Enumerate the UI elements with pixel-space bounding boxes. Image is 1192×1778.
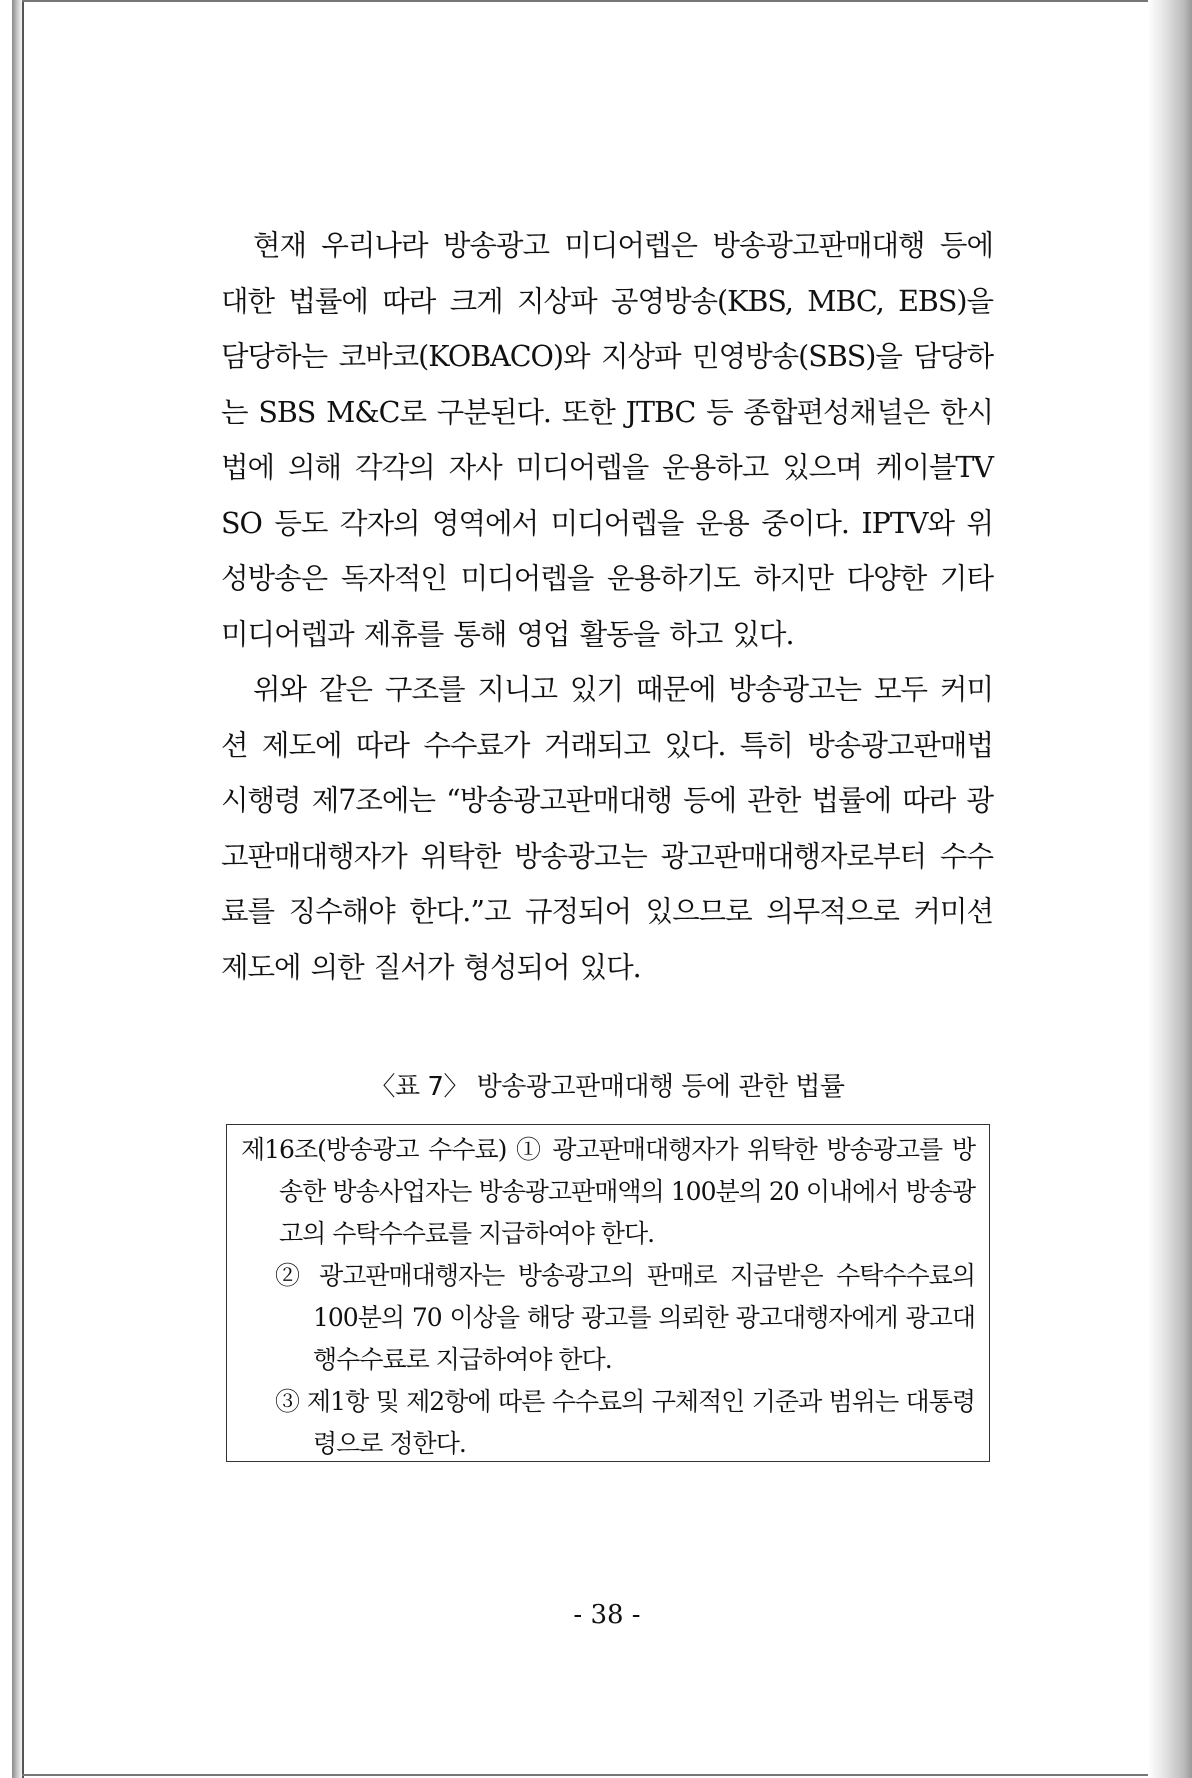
page-bottom-border — [22, 1774, 1162, 1776]
law-clause-1: 제16조(방송광고 수수료) ① 광고판매대행자가 위탁한 방송광고를 방송한 방송사업자는 방송광고판매액의 100분의 20 이내에서 방송광고의 수탁수수료를 지급하여야 한다. — [241, 1135, 975, 1248]
page-number: - 38 - — [573, 1600, 641, 1630]
page-left-border — [22, 0, 24, 1778]
paragraph-2: 위와 같은 구조를 지니고 있기 때문에 방송광고는 모두 커미션 제도에 따라 수수료가 거래되고 있다. 특히 방송광고판매법 시행령 제7조에는 “방송광고판매대행 등에 관한 법률에 따라 광고판매대행자가 위탁한 방송광고는 광고판매대행자로부터 수수료를 징수해야 한다.”고 규정되어 있으므로 의무적으로 커미션 제도에 의한 질서가 형성되어 있다. — [221, 673, 993, 984]
law-table — [226, 1124, 990, 1462]
page-top-border — [22, 0, 1162, 2]
body-text — [221, 218, 993, 995]
law-clause-2: ② 광고판매대행자는 방송광고의 판매로 지급받은 수탁수수료의 100분의 70 이상을 해당 광고를 의뢰한 광고대행자에게 광고대행수수료로 지급하여야 한다. — [275, 1261, 975, 1374]
paragraph-1: 현재 우리나라 방송광고 미디어렙은 방송광고판매대행 등에 대한 법률에 따라 크게 지상파 공영방송(KBS, MBC, EBS)을 담당하는 코바코(KOBACO)와 지상파 민영방송(SBS)을 담당하는 SBS M&C로 구분된다. 또한 JTBC 등 종합편성채널은 한시법에 의해 각각의 자사 미디어렙을 운용하고 있으며 케이블TV SO 등도 각자의 영역에서 미디어렙을 운용 중이다. IPTV와 위성방송은 독자적인 미디어렙을 운용하기도 하지만 다양한 기타 미디어렙과 제휴를 통해 영업 활동을 하고 있다. — [221, 229, 993, 651]
table-caption: 〈표 7〉 방송광고판매대행 등에 관한 법률 — [369, 1072, 845, 1102]
law-clause-3: ③ 제1항 및 제2항에 따른 수수료의 구체적인 기준과 범위는 대통령령으로 정한다. — [275, 1387, 975, 1458]
page-left-shadow — [12, 0, 22, 1778]
page-right-shadow — [1148, 0, 1192, 1778]
